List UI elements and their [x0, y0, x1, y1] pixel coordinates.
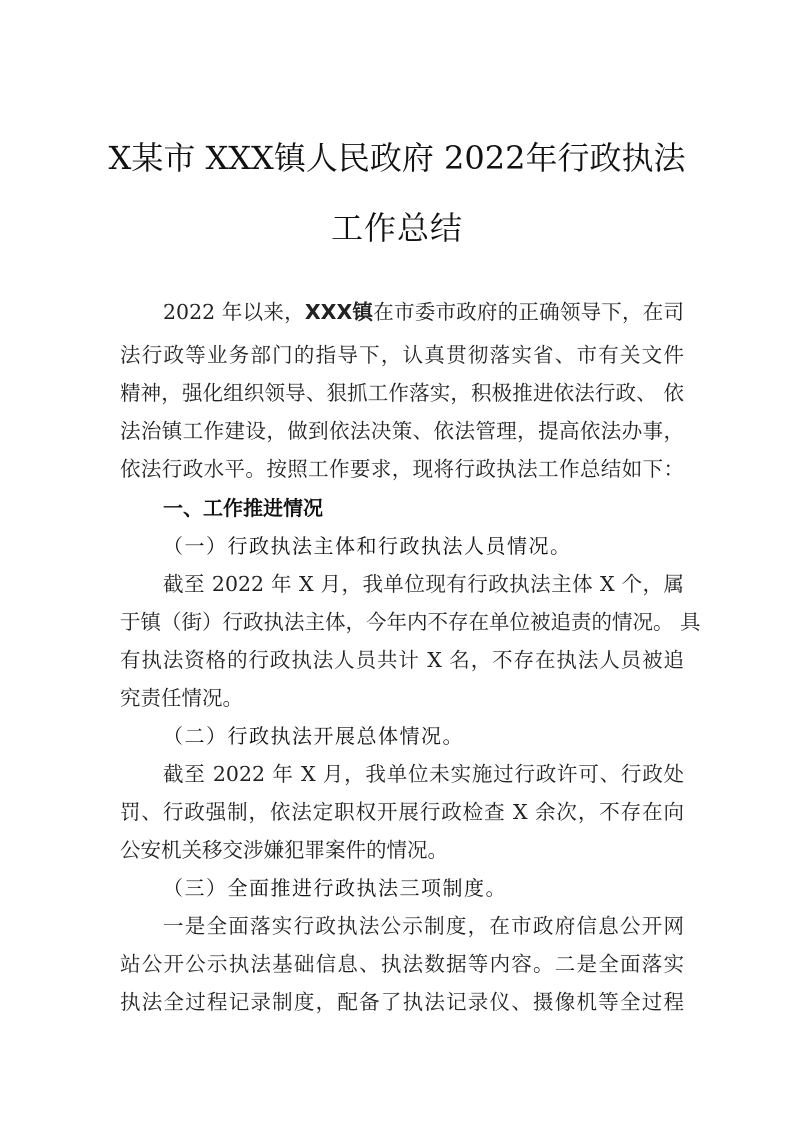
sub3-line-2: 站公开公示执法基础信息、执法数据等内容。二是全面落实 — [120, 952, 684, 976]
subsection-heading-1: （一）行政执法主体和行政执法人员情况。 — [163, 534, 572, 558]
intro-rest: 在市委市政府的正确领导下，在司 — [373, 300, 685, 324]
intro-line-2: 法行政等业务部门的指导下，认真贯彻落实省、市有关文件 — [120, 343, 684, 367]
subsection-heading-3: （三）全面推进行政执法三项制度。 — [163, 876, 507, 900]
subsection-heading-2: （二）行政执法开展总体情况。 — [163, 724, 464, 748]
intro-line-1 — [163, 298, 684, 326]
sub3-line-1: 一是全面落实行政执法公示制度，在市政府信息公开网 — [163, 914, 684, 938]
sub2-line-2: 罚、行政强制，依法定职权开展行政检查 X 余次，不存在向 — [120, 800, 684, 824]
intro-line-3: 精神，强化组织领导、狠抓工作落实，积极推进依法行政、 依 — [120, 381, 684, 405]
intro-line-5: 依法行政水平。按照工作要求，现将行政执法工作总结如下： — [120, 457, 684, 481]
section-heading-1: 一、工作推进情况 — [163, 496, 323, 520]
sub2-line-1: 截至 2022 年 X 月，我单位未实施过行政许可、行政处 — [163, 762, 684, 786]
sub1-line-3: 有执法资格的行政执法人员共计 X 名，不存在执法人员被追 — [120, 648, 684, 672]
sub1-line-1: 截至 2022 年 X 月，我单位现有行政执法主体 X 个，属 — [163, 572, 684, 596]
document-title-line-2: 工作总结 — [330, 209, 463, 247]
sub3-line-3: 执法全过程记录制度，配备了执法记录仪、摄像机等全过程 — [120, 990, 684, 1014]
document-title-line-1: X某市 XXX镇人民政府 2022年行政执法 — [108, 139, 686, 177]
intro-prefix: 2022 年以来， — [163, 300, 305, 324]
sub1-line-2: 于镇（街）行政执法主体，今年内不存在单位被追责的情况。 具 — [120, 610, 701, 634]
sub1-line-4: 究责任情况。 — [120, 686, 243, 710]
sub2-line-3: 公安机关移交涉嫌犯罪案件的情况。 — [120, 838, 448, 862]
town-name: XXX镇 — [304, 300, 374, 324]
intro-line-4: 法治镇工作建设，做到依法决策、依法管理，提高依法办事， — [120, 419, 684, 443]
